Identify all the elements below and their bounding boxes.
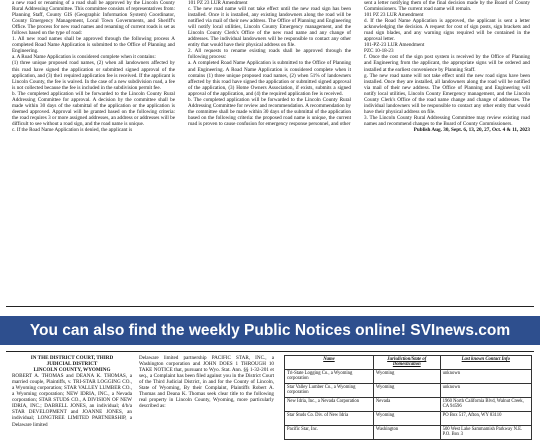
table-row (285, 426, 532, 440)
section-divider (6, 306, 534, 307)
cell-name: Pacific Star, Inc. (285, 426, 374, 440)
cell-jurisdiction: Wyoming (373, 412, 440, 426)
court-heading: LINCOLN COUNTY, WYOMING (33, 367, 111, 374)
cell-contact: PO Box 517, Afton, WY 83110 (440, 412, 531, 426)
cell-jurisdiction: Wyoming (373, 384, 440, 398)
notice-paragraph: 3. The Lincoln County Rural Addressing Committee may review existing road names and recommend changes to the Board of County Commissioners. (364, 114, 530, 127)
notice-column-2 (188, 0, 351, 127)
notice-paragraph: a new road or renaming of a road shall be approved by the Lincoln County Rural Addressing Committee. This committee consists of representatives from: Planning Staff, County GIS (Geographic Information System) Coordinator, County Emergency Management, Local Town Governments, and Sheriff's Office. The process for new road names and renaming of current roads is set as follows based on the type of road: (12, 0, 175, 37)
cell-contact: 500 West Lake Sammamish Parkway N.E. P.O. Box 3 (440, 426, 531, 440)
court-notice-column (12, 355, 132, 428)
notice-column-3 (364, 0, 530, 133)
table-row (285, 370, 532, 384)
court-notice-continued: Delaware limited partnership PACIFIC STAR, INC., a Washington corporation and JOHN DOES 1 THROUGH 10 TAKE NOTICE that, pursuant to Wyo. Stat. Ann. §§ 1-32-201 et seq., a Complaint has been filed against you in the District Court of the Third Judicial District, in and for the County of Lincoln, State of Wyoming, By their Complaint, Plaintiffs Robert A. Thomas and Deana K. Thomas seek clear title to the following real property in Lincoln County, Wyoming, more particularly described as: (139, 355, 274, 410)
notice-column-1 (12, 0, 175, 133)
section-divider (6, 351, 534, 352)
cell-name: New Idria, Inc., a Nevada Corporation (285, 398, 374, 412)
cell-contact: unknown (440, 370, 531, 384)
table-header-row (285, 356, 532, 370)
amendment-reference: 101 PZ 23 LUR Amendment (188, 0, 248, 6)
notice-paragraph: a. A Road Name Application is considered complete when it contains: (12, 54, 156, 61)
cell-jurisdiction: Nevada (373, 398, 440, 412)
notice-paragraph: b. The completed application will be forwarded to the Lincoln County Rural Addressing Committee for review and recommendation. A recommendation by the committee shall be made within 30 days of the submittal of the application based on the following criteria: the proposed road name is unique, the current road is proven to cause confusion for emergency response personnel, and other (188, 96, 351, 127)
notice-paragraph: c. The new road name will not take effect until the new road sign has been installed. Once it is installed, any existing landowners along the road will be notified via mail of their new address. The Office of Planning and Engineering will notify local utilities, Lincoln County Emergency management, and the Lincoln County Clerk's Office of the new road name and any change of addresses. The individual landowners will be responsible to contact any other entity that would have their physical address on file. (188, 6, 351, 49)
cell-contact: unknown (440, 384, 531, 398)
notice-paragraph: b. The completed application will be forwarded to the Lincoln County Rural Addressing Committee for approval. A decision by the committee shall be made within 30 days of the submittal of the application or the application is deemed approved. Approval will be granted based on the following criteria: the road requires 3 or more assigned addresses, an address or addresses will be difficult to see without a road sign, and the road name is unique. (12, 90, 175, 127)
cell-name: Tri-State Logging Co., a Wyoming corporation (285, 370, 374, 384)
notice-paragraph: a. A completed Road Name Application is submitted to the Office of Planning and Engineering. A Road Name Application is considered complete when it contains (1) three unique proposed road names, (2) when 51% of landowners affected by this road have signed the application or submitted signed approval of the application, (3) Home Owners Association, if exists, submits a signed approval of the application, and (4) the required application fee is received. (188, 60, 351, 97)
notice-paragraph: (1) three unique proposed road names, (2) when all landowners affected by this road have signed the application or submitted signed approval of the application, and (3) the1 required application fee is received. If the applicant is Lincoln County, the fee is waived. In the case of a new subdivision road, a fee is not collected because the fee is included in the subdivision permit fee. (12, 60, 175, 91)
parties-table (284, 355, 532, 440)
cell-contact: 1960 North California Blvd, Walnut Creek, CA 94596 (440, 398, 531, 412)
cell-name: Star Studs Co. Div. of New Idria (285, 412, 374, 426)
court-body: ROBERT A. THOMAS and DEANA K. THOMAS, a married couple, Plaintiffs, v. TRI-STAR LOGGING CO., a Wyoming corporation; STAR VALLEY LUMBER CO., a Wyoming corporation; NEW IDRIA, INC., a Nevada corporation; STAR STUDS CO., A DIVISION OF NEW IDRIA, INC.; DABRELL JONES, an individual; d/b/a STAR DEVELOPMENT and JOANNE JONES, an individual; LONGTREE LIMITED PARTNERSHIP, a Delaware limited (12, 373, 132, 428)
column-header-jurisdiction: Jurisdiction/State of Domestication (373, 356, 440, 370)
column-header-contact: Last known Contact Info (440, 356, 531, 370)
court-heading: IN THE DISTRICT COURT, THIRD (30, 355, 114, 361)
public-notices-banner: You can also find the weekly Public Notices online! SVInews.com (0, 316, 540, 345)
table-row (285, 412, 532, 426)
publish-dates: Publish Aug. 30, Sept. 6, 13, 20, 27, Oct. 4 & 11, 2023 (413, 126, 530, 133)
notice-paragraph: 1. All new road names shall be approved through the following process A completed Road Name Application is submitted to the Office of Planning and Engineering. (12, 36, 175, 55)
notice-paragraph: d. If the Road Name Application is approved, the applicant is sent a letter acknowledging the decision. A request for cost of sign posts, sign brackets and road sign blades, and any warning signs required will be contained in the approval letter. (364, 18, 530, 43)
pzc-reference: PZC 10-18-23 (364, 48, 394, 55)
court-heading: JUDICIAL DISTRICT (46, 361, 98, 368)
notice-paragraph: g. The new road name will not take effect until the new road signs have been installed. Once they are installed, all landowners along the road will be notified via mail of their new address. The Office of Planning and Engineering will notify local utilities, Lincoln County Emergency management, and the Lincoln County Clerk's Office of the road name change and change of addresses. The individual landowners will be responsible to contact any other entity that would have their physical address on file. (364, 72, 530, 115)
notice-paragraph: f. Once the cost of the sign post system is received by the Office of Planning and Engineering from the applicant, the appropriate signs will be ordered and installed at the earliest convenience by Planning Staff. (364, 54, 530, 73)
notice-paragraph: sent a letter notifying them of the final decision made by the Board of County Commissioners. The current road name will remain. (364, 0, 530, 13)
cell-jurisdiction: Washington (373, 426, 440, 440)
table-row (285, 384, 532, 398)
column-header-name: Name (285, 356, 374, 370)
notice-paragraph: c. If the Road Name Application is denied, the applicant is (12, 126, 133, 133)
amendment-reference: 101 PZ 23 LUR Amendment (364, 12, 424, 19)
cell-name: Star Valley Lumber Co., a Wyoming corporation (285, 384, 374, 398)
cell-jurisdiction: Wyoming (373, 370, 440, 384)
notice-paragraph: 2. All requests to rename existing roads shall be approved through the following process: (188, 48, 351, 61)
amendment-reference: 101-PZ-23 LUR Amendment (364, 42, 425, 49)
